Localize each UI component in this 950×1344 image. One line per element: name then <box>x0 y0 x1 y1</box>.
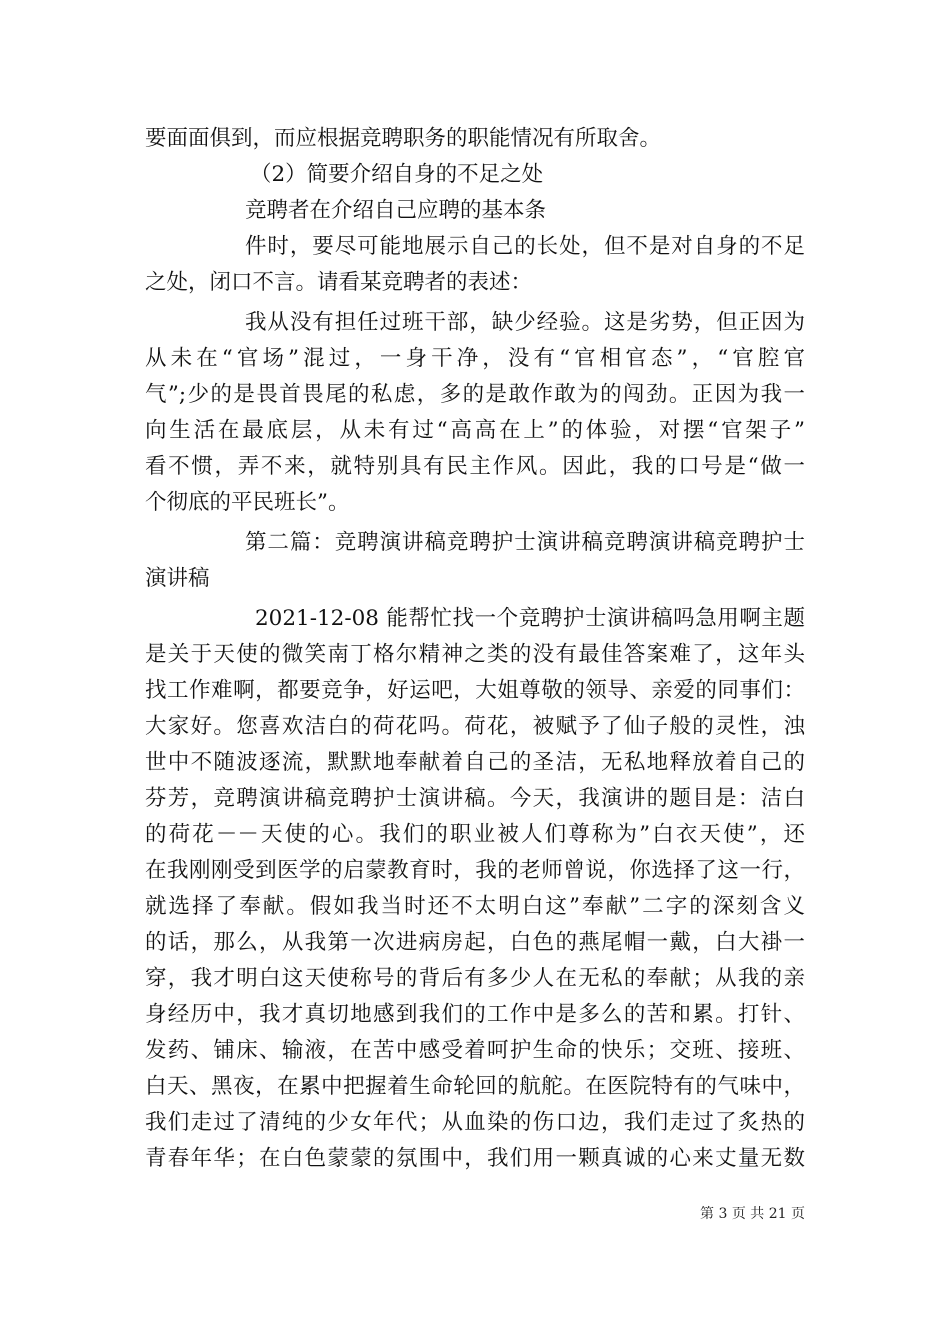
body-line: 从未在“官场”混过，一身干净，没有“官相官态”，“官腔官 <box>145 346 805 371</box>
body-line: 是关于天使的微笑南丁格尔精神之类的没有最佳答案难了，这年头 <box>145 642 805 667</box>
body-line: 的荷花－－天使的心。我们的职业被人们尊称为”白衣天使”，还 <box>145 822 805 847</box>
section-heading: 第二篇：竞聘演讲稿竞聘护士演讲稿竞聘演讲稿竞聘护士 <box>245 530 805 555</box>
body-line: 的话，那么，从我第一次进病房起，白色的燕尾帽一戴，白大褂一 <box>145 930 805 955</box>
body-line: 身经历中，我才真切地感到我们的工作中是多么的苦和累。打针、 <box>145 1002 805 1027</box>
body-line: 找工作难啊，都要竞争，好运吧，大姐尊敬的领导、亲爱的同事们： <box>145 678 805 703</box>
body-line: 世中不随波逐流，默默地奉献着自己的圣洁，无私地释放着自己的 <box>145 750 805 775</box>
body-line: 2021-12-08 能帮忙找一个竞聘护士演讲稿吗急用啊主题 <box>255 606 805 631</box>
body-line: 青春年华；在白色蒙蒙的氛围中，我们用一颗真诚的心来丈量无数 <box>145 1146 805 1171</box>
body-line: 我们走过了清纯的少女年代；从血染的伤口边，我们走过了炙热的 <box>145 1110 805 1135</box>
body-line: 气”;少的是畏首畏尾的私虑，多的是敢作敢为的闯劲。正因为我一 <box>145 382 805 407</box>
body-line: 向生活在最底层，从未有过“高高在上”的体验，对摆“官架子” <box>145 418 805 443</box>
body-line: 个彻底的平民班长”。 <box>145 490 350 515</box>
body-line: 芬芳，竞聘演讲稿竞聘护士演讲稿。今天，我演讲的题目是：洁白 <box>145 786 805 811</box>
page-number: 第 3 页 共 21 页 <box>700 1206 805 1222</box>
body-line: 就选择了奉献。假如我当时还不太明白这”奉献”二字的深刻含义 <box>145 894 805 919</box>
body-line: 白天、黑夜，在累中把握着生命轮回的航舵。在医院特有的气味中， <box>145 1074 805 1099</box>
body-line: 竞聘者在介绍自己应聘的基本条 <box>245 198 547 223</box>
body-line: 要面面俱到，而应根据竞聘职务的职能情况有所取舍。 <box>145 126 662 151</box>
body-line: 发药、铺床、输液，在苦中感受着呵护生命的快乐；交班、接班、 <box>145 1038 805 1063</box>
section-heading-cont: 演讲稿 <box>145 566 210 591</box>
body-line: 件时，要尽可能地展示自己的长处，但不是对自身的不足 <box>245 234 805 259</box>
body-line: 看不惯，弄不来，就特别具有民主作风。因此，我的口号是“做一 <box>145 454 805 479</box>
body-line: 穿，我才明白这天使称号的背后有多少人在无私的奉献；从我的亲 <box>145 966 805 991</box>
body-line: 我从没有担任过班干部，缺少经验。这是劣势，但正因为 <box>245 310 805 335</box>
body-line: 在我刚刚受到医学的启蒙教育时，我的老师曾说，你选择了这一行， <box>145 858 805 883</box>
body-line: 大家好。您喜欢洁白的荷花吗。荷花，被赋予了仙子般的灵性，浊 <box>145 714 805 739</box>
body-line: 之处，闭口不言。请看某竞聘者的表述： <box>145 270 533 295</box>
subheading: （2）简要介绍自身的不足之处 <box>250 162 544 187</box>
